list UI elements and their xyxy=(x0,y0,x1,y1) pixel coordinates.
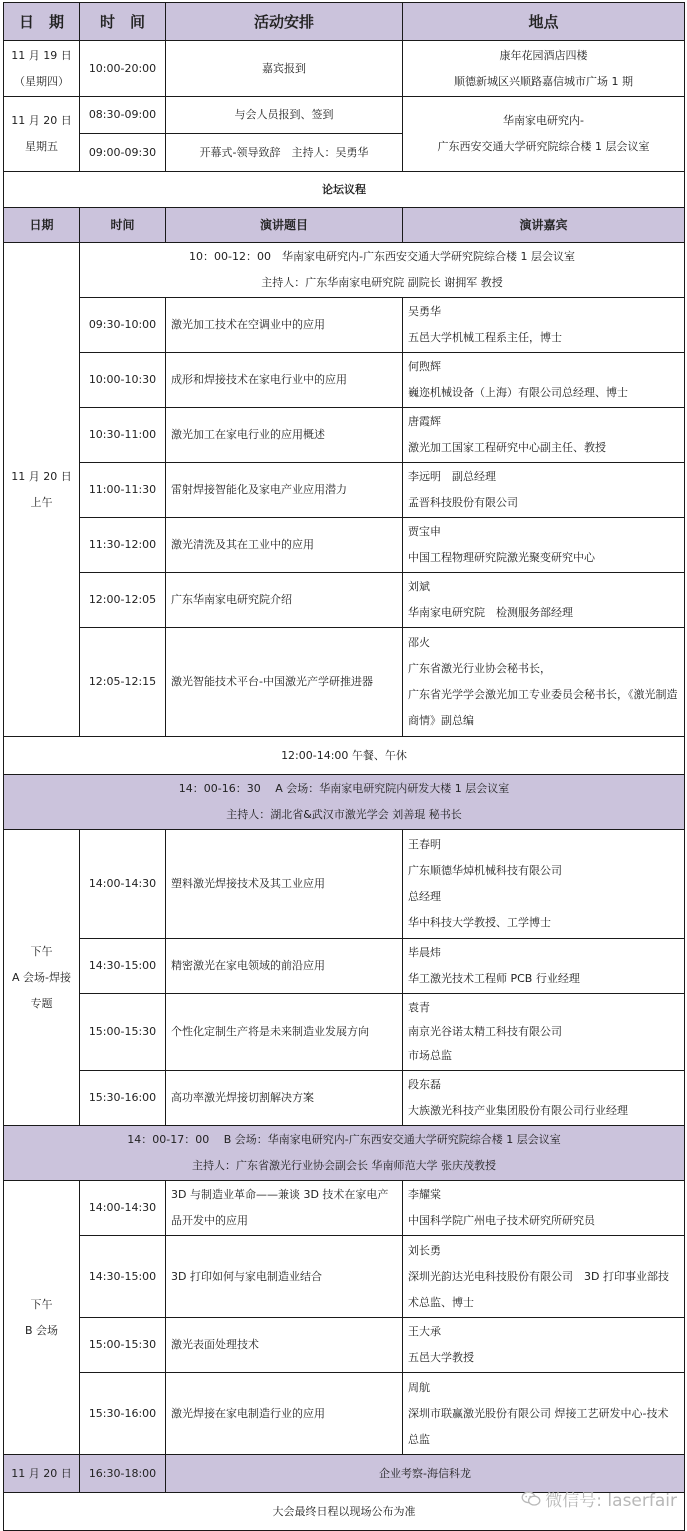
visit-time: 16:30-18:00 xyxy=(80,1455,166,1493)
header-row xyxy=(4,3,685,41)
schedule-location: 康年花园酒店四楼 顺德新城区兴顺路嘉信城市广场 1 期 xyxy=(403,41,685,97)
talk-speaker: 吴勇华 五邑大学机械工程系主任，博士 xyxy=(403,298,685,353)
talk-row xyxy=(4,463,685,518)
schedule-activity: 嘉宾报到 xyxy=(166,41,403,97)
talk-row xyxy=(4,408,685,463)
schedule-time: 08:30-09:00 xyxy=(80,97,166,134)
afternoon-a-label: 下午 A 会场-焊接 专题 xyxy=(4,830,80,1126)
header-time: 时 间 xyxy=(80,3,166,41)
talk-speaker: 何煦辉 巍迩机械设备（上海）有限公司总经理、博士 xyxy=(403,353,685,408)
watermark-text: 微信号: laserfair xyxy=(545,1491,677,1511)
schedule-activity: 开幕式-领导致辞 主持人：吴勇华 xyxy=(166,134,403,172)
talk-time: 09:30-10:00 xyxy=(80,298,166,353)
afternoon-a-session-info: 14：00-16：30 A 会场：华南家电研究院内研发大楼 1 层会议室 主持人：湖北省&武汉市激光学会 刘善琨 秘书长 xyxy=(4,775,685,830)
talk-row xyxy=(4,1071,685,1126)
talk-row xyxy=(4,830,685,939)
afternoon-b-label: 下午 B 会场 xyxy=(4,1181,80,1455)
forum-header-date: 日期 xyxy=(4,208,80,243)
talk-row xyxy=(4,939,685,994)
talk-speaker: 李耀棠 中国科学院广州电子技术研究所研究员 xyxy=(403,1181,685,1236)
visit-date: 11 月 20 日 xyxy=(4,1455,80,1493)
header-location: 地点 xyxy=(403,3,685,41)
talk-row xyxy=(4,1318,685,1373)
forum-title-row xyxy=(4,172,685,208)
talk-topic: 激光清洗及其在工业中的应用 xyxy=(166,518,403,573)
talk-speaker: 毕晨炜 华工激光技术工程师 PCB 行业经理 xyxy=(403,939,685,994)
talk-row xyxy=(4,1373,685,1455)
talk-time: 14:30-15:00 xyxy=(80,1236,166,1318)
talk-row xyxy=(4,994,685,1071)
talk-speaker: 邵火 广东省激光行业协会秘书长， 广东省光学学会激光加工专业委员会秘书长，《激光制造商情》副总编 xyxy=(403,628,685,737)
forum-header-time: 时间 xyxy=(80,208,166,243)
talk-speaker: 刘斌 华南家电研究院 检测服务部经理 xyxy=(403,573,685,628)
talk-speaker: 王春明 广东顺德华焯机械科技有限公司 总经理 华中科技大学教授、工学博士 xyxy=(403,830,685,939)
talk-time: 14:00-14:30 xyxy=(80,1181,166,1236)
morning-session-info: 10：00-12：00 华南家电研究内-广东西安交通大学研究院综合楼 1 层会议室 主持人：广东华南家电研究院 副院长 谢拥军 教授 xyxy=(80,243,685,298)
talk-topic: 激光加工技术在空调业中的应用 xyxy=(166,298,403,353)
wechat-icon xyxy=(521,1491,541,1507)
talk-topic: 激光智能技术平台-中国激光产学研推进器 xyxy=(166,628,403,737)
talk-row xyxy=(4,518,685,573)
talk-topic: 激光加工在家电行业的应用概述 xyxy=(166,408,403,463)
schedule-time: 09:00-09:30 xyxy=(80,134,166,172)
header-date: 日 期 xyxy=(4,3,80,41)
talk-time: 12:00-12:05 xyxy=(80,573,166,628)
talk-topic: 激光表面处理技术 xyxy=(166,1318,403,1373)
forum-title: 论坛议程 xyxy=(4,172,685,208)
talk-speaker: 袁青 南京光谷诺太精工科技有限公司 市场总监 xyxy=(403,994,685,1071)
talk-topic: 雷射焊接智能化及家电产业应用潜力 xyxy=(166,463,403,518)
talk-speaker: 王大承 五邑大学教授 xyxy=(403,1318,685,1373)
watermark xyxy=(521,1486,677,1511)
talk-row xyxy=(4,353,685,408)
talk-topic: 成形和焊接技术在家电行业中的应用 xyxy=(166,353,403,408)
talk-speaker: 李远明 副总经理 孟晋科技股份有限公司 xyxy=(403,463,685,518)
talk-speaker: 周航 深圳市联赢激光股份有限公司 焊接工艺研发中心-技术总监 xyxy=(403,1373,685,1455)
lunch-row xyxy=(4,737,685,775)
session-row xyxy=(4,1126,685,1181)
footer-note: 大会最终日程以现场公布为准 xyxy=(4,1493,685,1531)
talk-time: 15:30-16:00 xyxy=(80,1071,166,1126)
talk-speaker: 段东磊 大族激光科技产业集团股份有限公司行业经理 xyxy=(403,1071,685,1126)
schedule-row xyxy=(4,41,685,97)
talk-topic: 个性化定制生产将是未来制造业发展方向 xyxy=(166,994,403,1071)
talk-topic: 精密激光在家电领域的前沿应用 xyxy=(166,939,403,994)
talk-time: 10:00-10:30 xyxy=(80,353,166,408)
talk-time: 12:05-12:15 xyxy=(80,628,166,737)
session-row xyxy=(4,775,685,830)
talk-time: 11:00-11:30 xyxy=(80,463,166,518)
lunch-break: 12:00-14:00 午餐、午休 xyxy=(4,737,685,775)
talk-topic: 激光焊接在家电制造行业的应用 xyxy=(166,1373,403,1455)
agenda-table xyxy=(3,2,685,1531)
header-activity: 活动安排 xyxy=(166,3,403,41)
talk-topic: 3D 打印如何与家电制造业结合 xyxy=(166,1236,403,1318)
talk-topic: 塑料激光焊接技术及其工业应用 xyxy=(166,830,403,939)
schedule-row xyxy=(4,97,685,134)
talk-row xyxy=(4,1236,685,1318)
talk-row xyxy=(4,1181,685,1236)
talk-time: 11:30-12:00 xyxy=(80,518,166,573)
talk-speaker: 刘长勇 深圳光韵达光电科技股份有限公司 3D 打印事业部技术总监、博士 xyxy=(403,1236,685,1318)
visit-activity: 企业考察-海信科龙 xyxy=(166,1455,685,1493)
session-row xyxy=(4,243,685,298)
talk-time: 15:30-16:00 xyxy=(80,1373,166,1455)
talk-speaker: 唐霞辉 激光加工国家工程研究中心副主任、教授 xyxy=(403,408,685,463)
talk-row xyxy=(4,298,685,353)
talk-topic: 高功率激光焊接切割解决方案 xyxy=(166,1071,403,1126)
talk-topic: 广东华南家电研究院介绍 xyxy=(166,573,403,628)
talk-row xyxy=(4,628,685,737)
schedule-time: 10:00-20:00 xyxy=(80,41,166,97)
schedule-location: 华南家电研究内- 广东西安交通大学研究院综合楼 1 层会议室 xyxy=(403,97,685,172)
schedule-date: 11 月 19 日 （星期四） xyxy=(4,41,80,97)
talk-time: 14:30-15:00 xyxy=(80,939,166,994)
schedule-date: 11 月 20 日 星期五 xyxy=(4,97,80,172)
talk-time: 14:00-14:30 xyxy=(80,830,166,939)
forum-header-row xyxy=(4,208,685,243)
forum-header-speaker: 演讲嘉宾 xyxy=(403,208,685,243)
talk-speaker: 贾宝申 中国工程物理研究院激光聚变研究中心 xyxy=(403,518,685,573)
talk-row xyxy=(4,573,685,628)
talk-time: 15:00-15:30 xyxy=(80,1318,166,1373)
talk-topic: 3D 与制造业革命——兼谈 3D 技术在家电产品开发中的应用 xyxy=(166,1181,403,1236)
schedule-activity: 与会人员报到、签到 xyxy=(166,97,403,134)
afternoon-b-session-info: 14：00-17：00 B 会场：华南家电研究内-广东西安交通大学研究院综合楼 1 层会议室 主持人：广东省激光行业协会副会长 华南师范大学 张庆茂教授 xyxy=(4,1126,685,1181)
talk-time: 15:00-15:30 xyxy=(80,994,166,1071)
morning-date-label: 11 月 20 日 上午 xyxy=(4,243,80,737)
talk-time: 10:30-11:00 xyxy=(80,408,166,463)
forum-header-topic: 演讲题目 xyxy=(166,208,403,243)
